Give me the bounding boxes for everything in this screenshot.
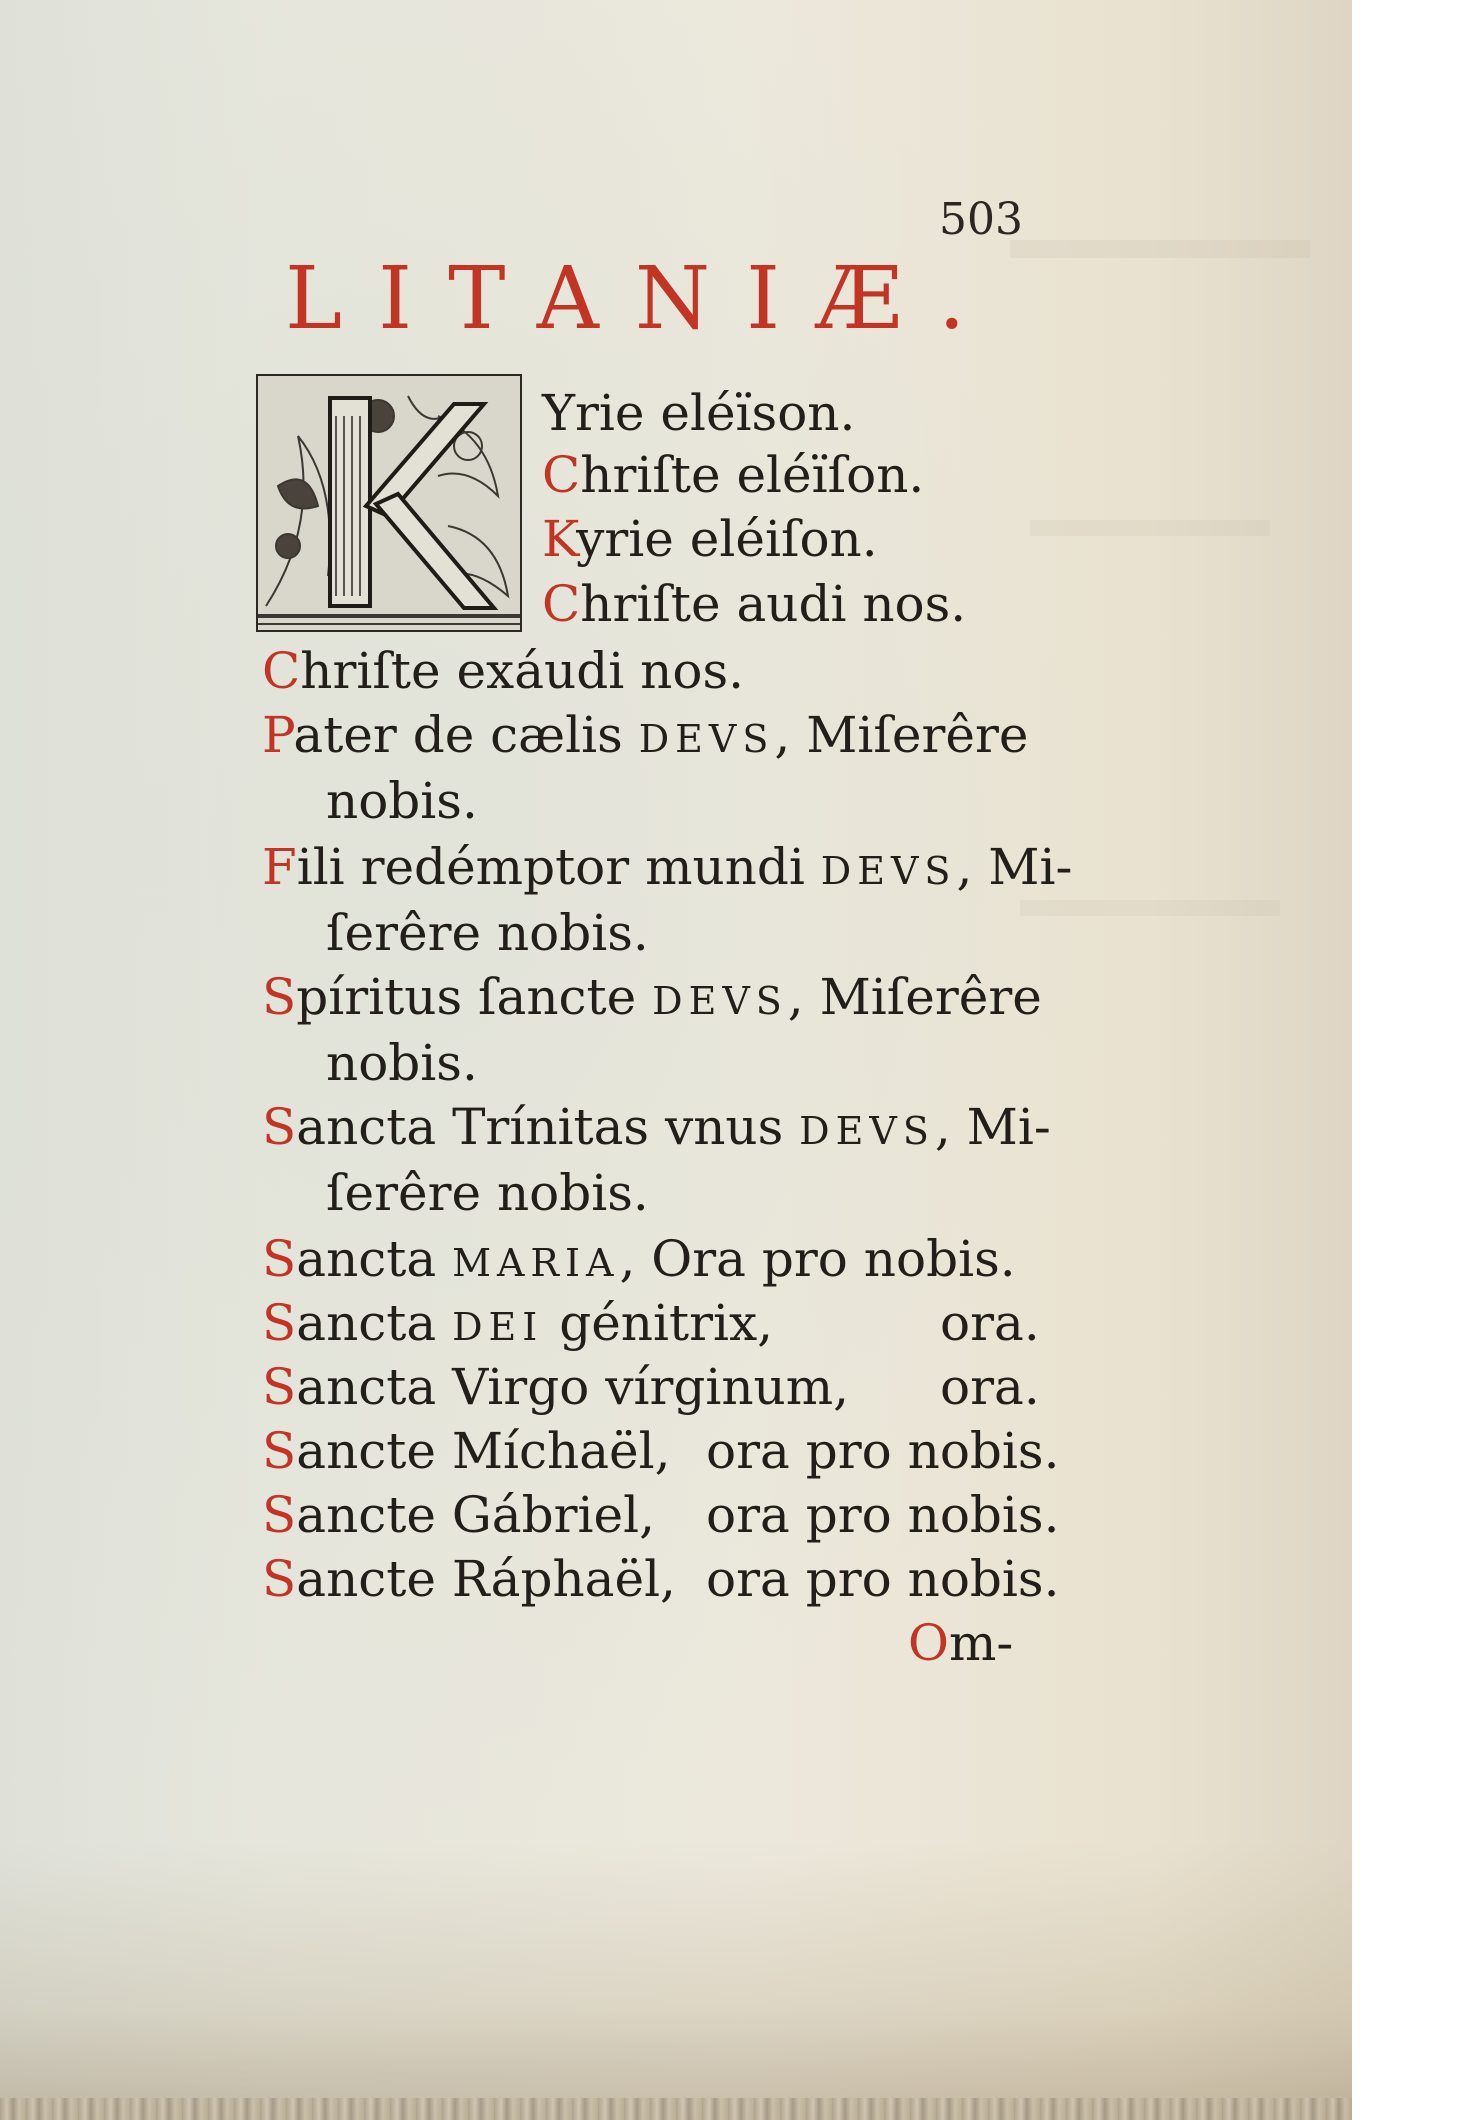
rubric-letter: O: [908, 1614, 949, 1672]
rubric-letter: S: [262, 1294, 297, 1352]
line-text: , Ora pro nobis.: [619, 1230, 1016, 1288]
litany-line: [262, 838, 1072, 900]
rubric-letter: S: [262, 1422, 297, 1480]
line-text: píritus ſancte: [296, 968, 653, 1026]
rubric-letter: S: [262, 1098, 297, 1156]
show-through-mark: [1020, 900, 1280, 916]
line-text: ancta: [296, 1294, 453, 1352]
litany-line: [542, 384, 855, 442]
line-text: hriſte exáudi nos.: [300, 642, 744, 700]
line-text: m-: [949, 1614, 1014, 1672]
response-text: ora pro nobis.: [706, 1486, 1060, 1544]
line-text: ancte Míchaël,: [296, 1422, 671, 1480]
dei-smallcaps: DEI: [452, 1305, 544, 1349]
litany-line: [542, 510, 878, 568]
litany-line: [262, 1098, 1051, 1160]
line-text: ancte Gábriel,: [296, 1486, 655, 1544]
rubric-letter: S: [262, 1486, 297, 1544]
line-text: ater de cælis: [293, 706, 639, 764]
response-text: ora.: [940, 1294, 1040, 1352]
rubric-letter: S: [262, 1550, 297, 1608]
response-text: ora pro nobis.: [706, 1422, 1060, 1480]
show-through-mark: [1030, 520, 1270, 536]
deus-smallcaps: DEVS: [652, 979, 788, 1023]
litany-line: [262, 1358, 849, 1416]
woodcut-initial-k-icon: [256, 374, 522, 632]
rubric-letter: C: [262, 642, 301, 700]
line-text: , Miſerêre: [774, 706, 1029, 764]
litany-line: [326, 772, 478, 830]
line-text: , Mi-: [934, 1098, 1051, 1156]
litany-line: [326, 1034, 478, 1092]
rubric-letter: S: [262, 1358, 297, 1416]
litany-line: [262, 1550, 676, 1608]
deus-smallcaps: DEVS: [638, 717, 775, 761]
litany-line: [262, 1230, 1016, 1292]
line-text: ſerêre nobis.: [326, 1164, 649, 1222]
litany-line: [262, 642, 744, 700]
rubric-letter: P: [262, 706, 294, 764]
line-text: yrie eléiſon.: [576, 510, 878, 568]
line-text: , Mi-: [956, 838, 1073, 896]
line-text: nobis.: [326, 1034, 478, 1092]
response-text: ora.: [940, 1358, 1040, 1416]
deus-smallcaps: DEVS: [820, 849, 957, 893]
line-text: ancta Trínitas vnus: [296, 1098, 800, 1156]
litany-line: [262, 1486, 655, 1544]
line-text: nobis.: [326, 772, 478, 830]
line-text: ancta Virgo vírginum,: [296, 1358, 850, 1416]
rubric-letter: C: [542, 446, 581, 504]
catchword: [908, 1614, 1013, 1672]
litany-line: [326, 904, 649, 962]
rubric-letter: C: [542, 575, 581, 633]
line-text: ili redémptor mundi: [296, 838, 821, 896]
page-number: 503: [939, 194, 1023, 245]
deckled-edge: [0, 2098, 1352, 2120]
litany-line: [262, 706, 1028, 768]
litany-line: [262, 1422, 671, 1480]
rubric-letter: S: [262, 968, 297, 1026]
litany-line: [262, 968, 1042, 1030]
response-text: ora pro nobis.: [706, 1550, 1060, 1608]
rubric-letter: S: [262, 1230, 297, 1288]
line-text: hriſte audi nos.: [580, 575, 967, 633]
show-through-mark: [1010, 240, 1310, 258]
deus-smallcaps: DEVS: [799, 1109, 935, 1153]
rubric-letter: K: [542, 510, 577, 568]
page-stain: [0, 1840, 1352, 2120]
litany-line: [542, 446, 924, 504]
page-title: LITANIÆ.: [285, 249, 1002, 349]
litany-line: [262, 1294, 773, 1356]
rubric-letter: F: [262, 838, 297, 896]
line-text: ſerêre nobis.: [326, 904, 649, 962]
litany-line: [542, 575, 966, 633]
litany-line: [326, 1164, 649, 1222]
line-text: , Miſerêre: [787, 968, 1042, 1026]
line-text: Yrie eléïson.: [542, 384, 856, 442]
line-text: ancta: [296, 1230, 453, 1288]
line-text: génitrix,: [543, 1294, 774, 1352]
woodcut-initial-k-icon: [258, 376, 520, 630]
maria-smallcaps: MARIA: [452, 1241, 620, 1285]
line-text: hriſte eléïſon.: [580, 446, 925, 504]
line-text: ancte Ráphaël,: [296, 1550, 676, 1608]
